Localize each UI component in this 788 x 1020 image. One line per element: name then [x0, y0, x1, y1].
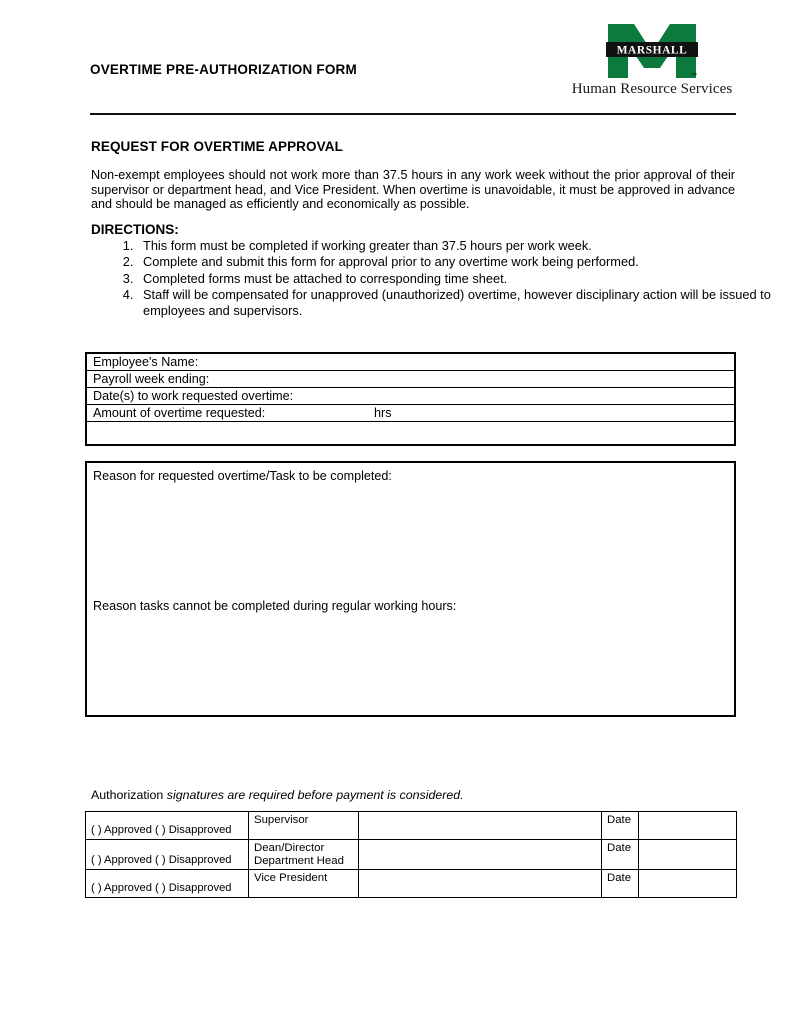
role-label-supervisor — [249, 812, 359, 840]
field-overtime-amount[interactable] — [87, 405, 734, 422]
employee-details-table — [85, 352, 736, 446]
svg-text:MARSHALL: MARSHALL — [616, 44, 688, 57]
reason-section[interactable] — [85, 461, 736, 717]
role-line-1: Vice President — [254, 872, 328, 885]
role-line-2: Department Head — [254, 854, 344, 867]
field-employee-name[interactable] — [87, 354, 734, 371]
logo-subtitle: Human Resource Services — [571, 81, 733, 97]
intro-paragraph: Non-exempt employees should not work more than 37.5 hours in any work week without the prior approval of their supervisor or department head, and Vice President. When overtime is unavoidable, it must be approved in advance and should be managed as efficiently and economically as possible. — [91, 168, 735, 212]
directions-list — [95, 238, 777, 319]
date-field-dean[interactable] — [639, 840, 737, 870]
field-label: Employee's Name: — [93, 355, 199, 369]
date-label-supervisor: Date — [602, 812, 639, 840]
table-row — [86, 812, 737, 840]
decision-checkboxes-dean[interactable]: ( ) Approved ( ) Disapproved — [86, 840, 249, 870]
field-overtime-dates[interactable] — [87, 388, 734, 405]
date-field-vice-president[interactable] — [639, 870, 737, 898]
field-label: Amount of overtime requested: — [93, 406, 266, 420]
authorization-note-italic: signatures are required before payment is considered. — [166, 788, 464, 802]
header-divider — [90, 113, 736, 115]
list-item: 4. Staff will be compensated for unapproved (unauthorized) overtime, however disciplinary action will be issued to employees and supervisors. — [137, 287, 777, 320]
decision-checkboxes-supervisor[interactable]: ( ) Approved ( ) Disapproved — [86, 812, 249, 840]
field-payroll-week-ending[interactable] — [87, 371, 734, 388]
decision-checkboxes-vice-president[interactable]: ( ) Approved ( ) Disapproved — [86, 870, 249, 898]
page-title: OVERTIME PRE-AUTHORIZATION FORM — [90, 62, 357, 77]
authorization-note-prefix: Authorization — [91, 788, 167, 802]
role-label-dean — [249, 840, 359, 870]
role-label-vice-president — [249, 870, 359, 898]
marshall-logo — [568, 22, 736, 98]
role-line-1: Dean/Director — [254, 842, 325, 854]
authorization-table — [85, 811, 737, 898]
authorization-note — [91, 788, 464, 802]
field-label: Payroll week ending: — [93, 372, 210, 386]
signature-field-vice-president[interactable] — [359, 870, 602, 898]
date-label-vice-president: Date — [602, 870, 639, 898]
list-item: 3. Completed forms must be attached to corresponding time sheet. — [137, 271, 777, 287]
table-row — [86, 870, 737, 898]
document-header — [0, 0, 788, 112]
directions-heading: DIRECTIONS: — [91, 222, 179, 237]
field-label: Date(s) to work requested overtime: — [93, 389, 294, 403]
signature-field-supervisor[interactable] — [359, 812, 602, 840]
reason-for-overtime-label: Reason for requested overtime/Task to be completed: — [93, 469, 392, 483]
date-field-supervisor[interactable] — [639, 812, 737, 840]
list-item: 2. Complete and submit this form for approval prior to any overtime work being performed. — [137, 254, 777, 270]
date-label-dean: Date — [602, 840, 639, 870]
field-unit-label: hrs — [374, 406, 392, 420]
field-blank-row[interactable] — [87, 422, 734, 444]
reason-not-regular-hours-label: Reason tasks cannot be completed during regular working hours: — [93, 599, 457, 613]
role-line-1: Supervisor — [254, 814, 309, 826]
section-title: REQUEST FOR OVERTIME APPROVAL — [91, 139, 343, 154]
list-item: 1. This form must be completed if working greater than 37.5 hours per work week. — [137, 238, 777, 254]
marshall-m-icon — [568, 22, 736, 80]
table-row — [86, 840, 737, 870]
svg-text:™: ™ — [691, 73, 697, 79]
signature-field-dean[interactable] — [359, 840, 602, 870]
